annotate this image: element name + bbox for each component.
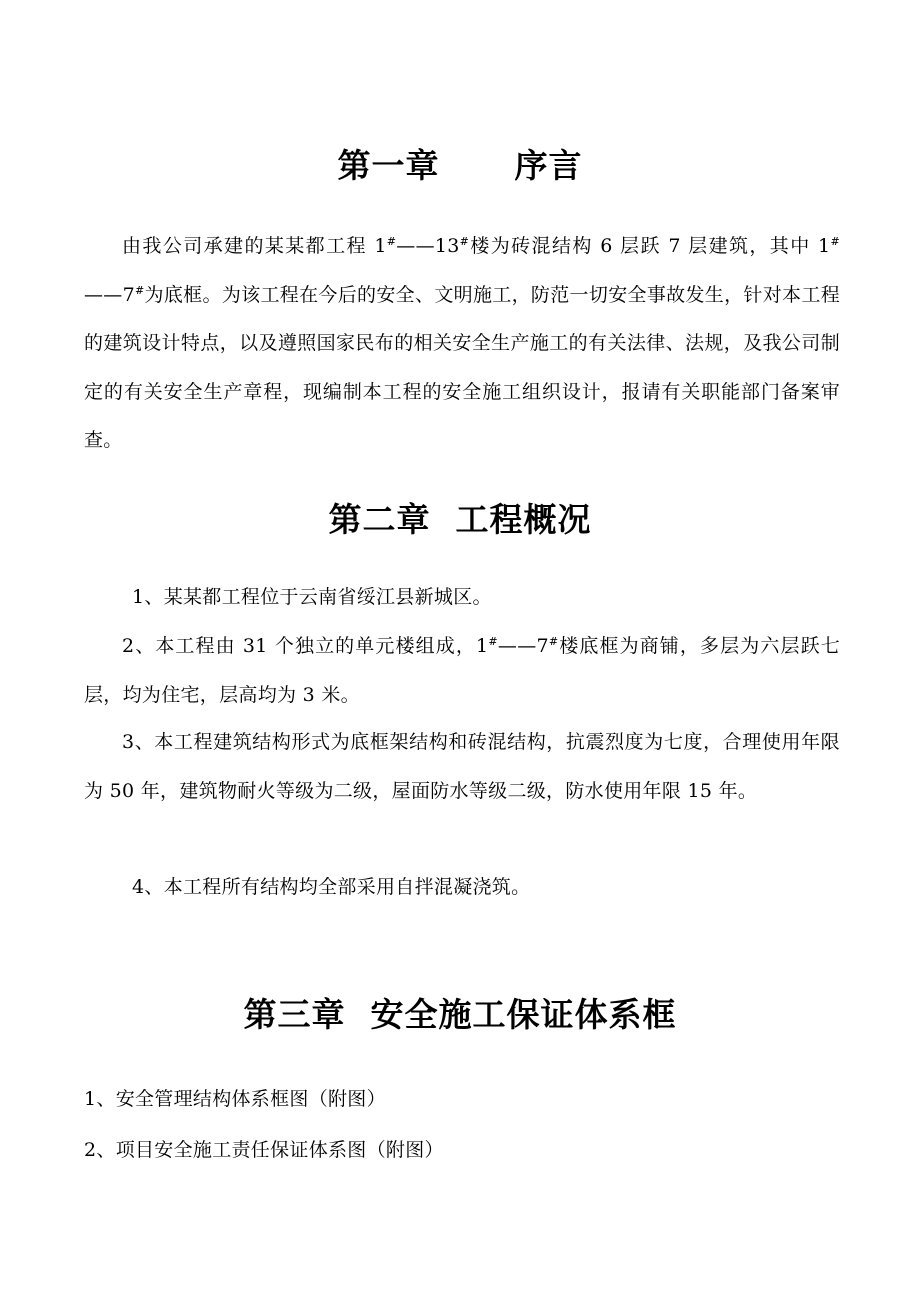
chapter-2-item-3: 3、本工程建筑结构形式为底框架结构和砖混结构，抗震烈度为七度，合理使用年限为 50 年，建筑物耐火等级为二级，屋面防水等级二级，防水使用年限 15 年。	[84, 731, 840, 802]
chapter-3-item-2: 2、项目安全施工责任保证体系图（附图）	[84, 1139, 444, 1161]
chapter-3-item-1: 1、安全管理结构体系框图（附图）	[84, 1088, 386, 1110]
chapter-2-title: 第二章 工程概况	[328, 500, 592, 539]
chapter-2-item-1: 1、某某都工程位于云南省绥江县新城区。	[132, 586, 492, 608]
chapter-1-title: 第一章 序言	[337, 146, 583, 185]
chapter-1-paragraph: 由我公司承建的某某都工程 1#——13#楼为砖混结构 6 层跃 7 层建筑，其中 1#——7#为底框。为该工程在今后的安全、文明施工，防范一切安全事故发生，针对本工程的建筑设计特点，以及遵照国家民布的相关安全生产施工的有关法律、法规，及我公司制定的有关安全生产章程，现编制本工程的安全施工组织设计，报请有关职能部门备案审查。	[84, 235, 840, 451]
chapter-3-title: 第三章 安全施工保证体系框	[243, 995, 677, 1034]
chapter-2-item-4: 4、本工程所有结构均全部采用自拌混凝浇筑。	[132, 876, 531, 898]
chapter-2-item-2: 2、本工程由 31 个独立的单元楼组成，1#——7#楼底框为商铺，多层为六层跃七层，均为住宅，层高均为 3 米。	[84, 635, 840, 706]
